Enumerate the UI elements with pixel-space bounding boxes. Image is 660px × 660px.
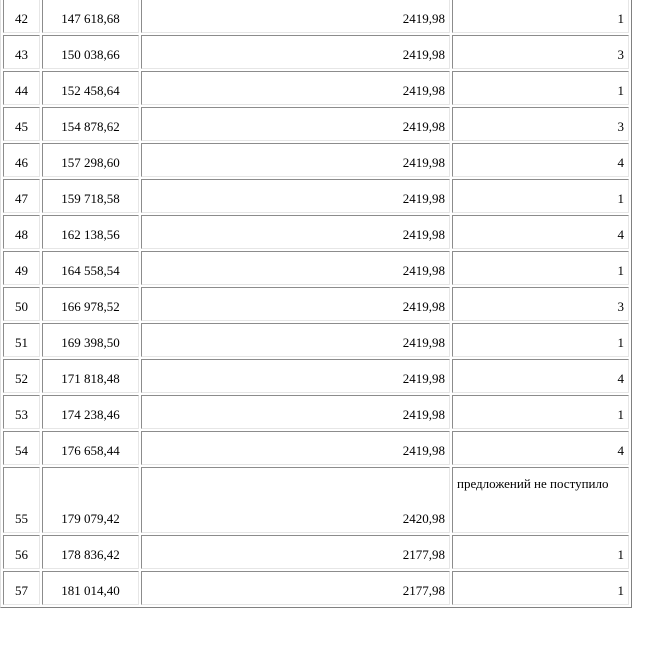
count-cell: 1 <box>452 323 629 357</box>
step-cell: 2419,98 <box>141 395 450 429</box>
price-cell: 181 014,40 <box>42 571 139 605</box>
step-cell: 2419,98 <box>141 323 450 357</box>
table-row <box>3 467 629 533</box>
table-row <box>3 431 629 465</box>
row-number: 52 <box>3 359 40 393</box>
count-cell: 3 <box>452 107 629 141</box>
step-cell: 2177,98 <box>141 535 450 569</box>
row-number: 57 <box>3 571 40 605</box>
row-number: 51 <box>3 323 40 357</box>
count-cell: 1 <box>452 571 629 605</box>
table-row <box>3 179 629 213</box>
price-cell: 162 138,56 <box>42 215 139 249</box>
step-cell: 2419,98 <box>141 35 450 69</box>
count-cell: 1 <box>452 179 629 213</box>
count-cell: 4 <box>452 359 629 393</box>
row-number: 44 <box>3 71 40 105</box>
row-number: 54 <box>3 431 40 465</box>
step-cell: 2419,98 <box>141 143 450 177</box>
price-cell: 174 238,46 <box>42 395 139 429</box>
row-number: 48 <box>3 215 40 249</box>
table-row <box>3 571 629 605</box>
step-cell: 2420,98 <box>141 467 450 533</box>
price-cell: 152 458,64 <box>42 71 139 105</box>
price-cell: 176 658,44 <box>42 431 139 465</box>
price-cell: 164 558,54 <box>42 251 139 285</box>
row-number: 43 <box>3 35 40 69</box>
price-cell: 178 836,42 <box>42 535 139 569</box>
table-row <box>3 0 629 33</box>
step-cell: 2419,98 <box>141 107 450 141</box>
price-cell: 169 398,50 <box>42 323 139 357</box>
table-row <box>3 535 629 569</box>
count-cell: 4 <box>452 215 629 249</box>
price-cell: 150 038,66 <box>42 35 139 69</box>
table-row <box>3 323 629 357</box>
table-row <box>3 395 629 429</box>
row-number: 46 <box>3 143 40 177</box>
price-cell: 171 818,48 <box>42 359 139 393</box>
price-cell: 154 878,62 <box>42 107 139 141</box>
count-cell: 1 <box>452 535 629 569</box>
price-cell: 166 978,52 <box>42 287 139 321</box>
count-cell: 4 <box>452 143 629 177</box>
price-cell: 157 298,60 <box>42 143 139 177</box>
price-cell: 159 718,58 <box>42 179 139 213</box>
row-number: 53 <box>3 395 40 429</box>
count-cell: 1 <box>452 71 629 105</box>
step-cell: 2419,98 <box>141 0 450 33</box>
table-row <box>3 215 629 249</box>
step-cell: 2177,98 <box>141 571 450 605</box>
table-row <box>3 287 629 321</box>
row-number: 55 <box>3 467 40 533</box>
step-cell: 2419,98 <box>141 251 450 285</box>
step-cell: 2419,98 <box>141 287 450 321</box>
table-row <box>3 251 629 285</box>
row-number: 42 <box>3 0 40 33</box>
count-cell: 3 <box>452 35 629 69</box>
step-cell: 2419,98 <box>141 215 450 249</box>
price-cell: 147 618,68 <box>42 0 139 33</box>
table-row <box>3 71 629 105</box>
step-cell: 2419,98 <box>141 431 450 465</box>
count-cell: 3 <box>452 287 629 321</box>
row-number: 50 <box>3 287 40 321</box>
row-number: 47 <box>3 179 40 213</box>
table-row <box>3 107 629 141</box>
note-cell: предложений не поступило <box>452 467 629 533</box>
step-cell: 2419,98 <box>141 71 450 105</box>
count-cell: 1 <box>452 251 629 285</box>
count-cell: 1 <box>452 395 629 429</box>
table-row <box>3 359 629 393</box>
price-cell: 179 079,42 <box>42 467 139 533</box>
count-cell: 4 <box>452 431 629 465</box>
count-cell: 1 <box>452 0 629 33</box>
table-row <box>3 35 629 69</box>
table-row <box>3 143 629 177</box>
row-number: 56 <box>3 535 40 569</box>
step-cell: 2419,98 <box>141 179 450 213</box>
step-cell: 2419,98 <box>141 359 450 393</box>
row-number: 49 <box>3 251 40 285</box>
row-number: 45 <box>3 107 40 141</box>
